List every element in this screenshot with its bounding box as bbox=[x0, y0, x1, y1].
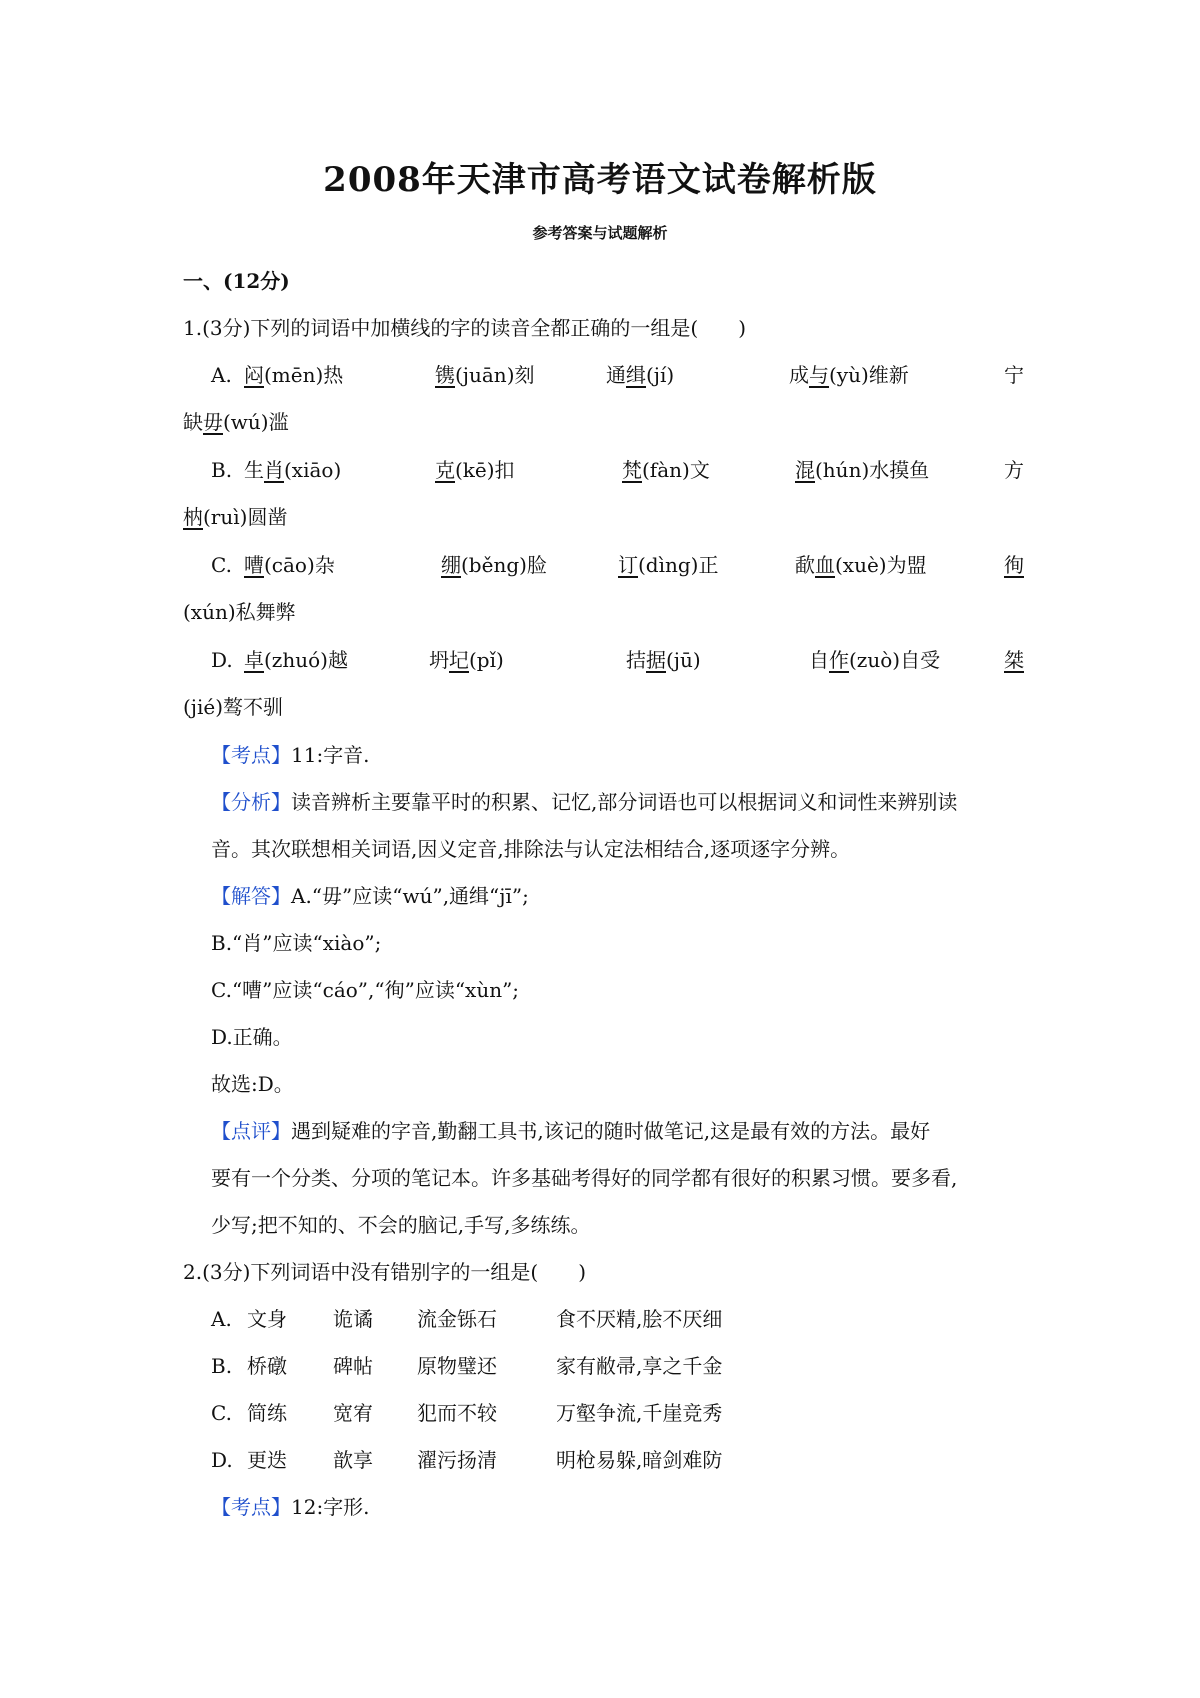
option-word: 原物璧还 bbox=[417, 1354, 497, 1378]
option-label: A. bbox=[211, 363, 232, 387]
option-word: 宽宥 bbox=[333, 1401, 373, 1425]
option-word: 坍圮(pǐ) bbox=[429, 648, 504, 672]
option-word: 桥礅 bbox=[247, 1354, 287, 1378]
option-word: 枘(ruì)圆凿 bbox=[183, 505, 288, 529]
option-label: A. bbox=[211, 1307, 232, 1331]
q1-kaodian: 【考点】11:字音. bbox=[211, 743, 370, 767]
option-word: 濯污扬清 bbox=[417, 1448, 497, 1472]
q1-stem: 1.(3分)下列的词语中加横线的字的读音全都正确的一组是( ) bbox=[183, 316, 747, 340]
option-label: C. bbox=[211, 1401, 232, 1425]
q1-answer: 故选:D。 bbox=[211, 1072, 294, 1096]
q1-dianping-2: 要有一个分类、分项的笔记本。许多基础考得好的同学都有很好的积累习惯。要多看, bbox=[211, 1166, 958, 1190]
option-word: 诡谲 bbox=[333, 1307, 373, 1331]
section-heading: 一、(12分) bbox=[183, 269, 290, 293]
option-word: 宁 bbox=[1004, 363, 1024, 387]
option-word: 歃血(xuè)为盟 bbox=[795, 553, 927, 577]
option-word: 通缉(jí) bbox=[606, 363, 675, 387]
option-label: B. bbox=[211, 458, 233, 482]
option-word: 缺毋(wú)滥 bbox=[183, 410, 289, 434]
q2-stem: 2.(3分)下列词语中没有错别字的一组是( ) bbox=[183, 1260, 587, 1284]
option-word: 食不厌精,脍不厌细 bbox=[556, 1307, 723, 1331]
option-word: 梵(fàn)文 bbox=[622, 458, 710, 482]
option-word: 碑帖 bbox=[333, 1354, 373, 1378]
q1-jieda-d: D.正确。 bbox=[211, 1025, 293, 1049]
fenxi-tag: 【分析】 bbox=[211, 790, 291, 814]
option-word: 文身 bbox=[247, 1307, 287, 1331]
option-word: 家有敝帚,享之千金 bbox=[556, 1354, 723, 1378]
q2-kaodian: 【考点】12:字形. bbox=[211, 1495, 370, 1519]
dianping-tag: 【点评】 bbox=[211, 1119, 291, 1143]
jieda-tag: 【解答】 bbox=[211, 884, 291, 908]
kaodian-tag: 【考点】 bbox=[211, 1495, 291, 1519]
option-word: 绷(běng)脸 bbox=[441, 553, 547, 577]
option-word: 克(kē)扣 bbox=[435, 458, 515, 482]
option-word: 嘈(cāo)杂 bbox=[244, 553, 335, 577]
option-word: 成与(yù)维新 bbox=[789, 363, 909, 387]
option-word: 歆享 bbox=[333, 1448, 373, 1472]
q1-fenxi-cont: 音。其次联想相关词语,因义定音,排除法与认定法相结合,逐项逐字分辨。 bbox=[211, 837, 851, 861]
doc-title: 2008年天津市高考语文试卷解析版 bbox=[323, 160, 877, 200]
option-word: 更迭 bbox=[247, 1448, 287, 1472]
option-word: (jié)骜不驯 bbox=[183, 695, 284, 719]
option-word: 明枪易躲,暗剑难防 bbox=[556, 1448, 723, 1472]
option-word: 犯而不较 bbox=[417, 1401, 497, 1425]
option-label: D. bbox=[211, 1448, 233, 1472]
option-word: 方 bbox=[1004, 458, 1024, 482]
option-word: 简练 bbox=[247, 1401, 287, 1425]
option-label: C. bbox=[211, 553, 232, 577]
option-word: 桀 bbox=[1004, 648, 1024, 672]
doc-subtitle: 参考答案与试题解析 bbox=[532, 224, 668, 242]
q1-jieda-b: B.“肖”应读“xiào”; bbox=[211, 931, 382, 955]
option-word: 自作(zuò)自受 bbox=[809, 648, 941, 672]
q1-dianping: 【点评】遇到疑难的字音,勤翻工具书,该记的随时做笔记,这是最有效的方法。最好 bbox=[211, 1119, 931, 1143]
q1-jieda-c: C.“嘈”应读“cáo”,“徇”应读“xùn”; bbox=[211, 978, 520, 1002]
option-word: 混(hún)水摸鱼 bbox=[795, 458, 930, 482]
q1-fenxi: 【分析】读音辨析主要靠平时的积累、记忆,部分词语也可以根据词义和词性来辨别读 bbox=[211, 790, 958, 814]
q1-jieda: 【解答】A.“毋”应读“wú”,通缉“jī”; bbox=[211, 884, 529, 908]
option-word: 拮据(jū) bbox=[626, 648, 701, 672]
option-word: 徇 bbox=[1004, 553, 1024, 577]
option-word: 镌(juān)刻 bbox=[435, 363, 535, 387]
option-word: 闷(mēn)热 bbox=[244, 363, 344, 387]
option-word: (xún)私舞弊 bbox=[183, 600, 296, 624]
option-word: 生肖(xiāo) bbox=[244, 458, 342, 482]
option-word: 卓(zhuó)越 bbox=[244, 648, 348, 672]
option-word: 订(dìng)正 bbox=[618, 553, 719, 577]
kaodian-tag: 【考点】 bbox=[211, 743, 291, 767]
option-word: 流金铄石 bbox=[417, 1307, 497, 1331]
option-word: 万壑争流,千崖竞秀 bbox=[556, 1401, 723, 1425]
option-label: B. bbox=[211, 1354, 233, 1378]
option-label: D. bbox=[211, 648, 233, 672]
q1-dianping-3: 少写;把不知的、不会的脑记,手写,多练练。 bbox=[211, 1213, 591, 1237]
